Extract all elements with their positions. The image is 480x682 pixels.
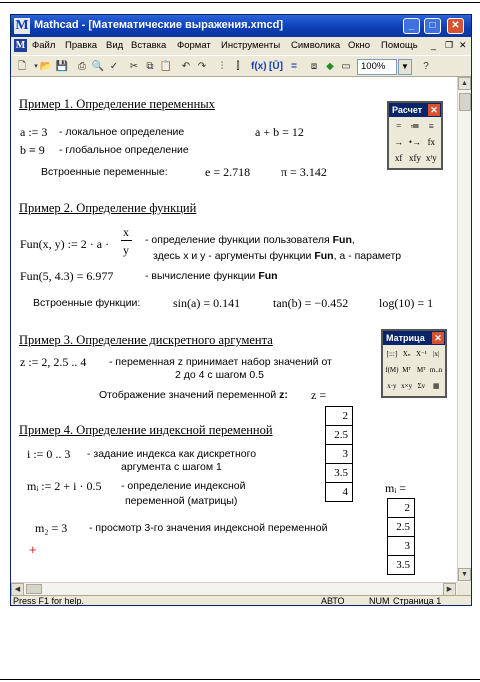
insert-function-icon[interactable]: f(x) xyxy=(251,61,267,72)
palette-button-grid xyxy=(389,117,441,168)
section-heading-3: Пример 3. Определение дискретного аргумента xyxy=(19,333,273,347)
status-page: Страница 1 xyxy=(393,596,442,606)
worksheet[interactable] xyxy=(11,77,457,582)
chevron-down-icon[interactable]: ▼ xyxy=(398,59,412,75)
math-fun-call[interactable]: Fun(5, 4.3) = 6.977 xyxy=(20,269,114,283)
palette-button[interactable]: Σv xyxy=(417,382,426,390)
fraction-denominator: y xyxy=(123,243,129,257)
math-m-equals[interactable]: mᵢ = xyxy=(385,481,407,495)
palette-button[interactable]: → xyxy=(394,137,404,147)
note-m-definition-1: - определение индексной xyxy=(121,480,246,492)
undo-icon[interactable]: ↶ xyxy=(181,61,191,72)
status-calc-mode: АВТО xyxy=(321,596,345,606)
z-display-label: Отображение значений переменной z: xyxy=(99,389,288,401)
scroll-thumb[interactable] xyxy=(26,584,42,594)
align-across-icon[interactable]: ⫶ xyxy=(220,61,224,72)
table-cell: 4 xyxy=(326,483,352,502)
menu-edit[interactable]: Правка xyxy=(65,40,98,51)
section-heading-2: Пример 2. Определение функций xyxy=(19,201,197,215)
math-z-equals[interactable]: z = xyxy=(311,388,327,402)
horizontal-scrollbar[interactable] xyxy=(11,582,457,595)
open-folder-icon[interactable]: 📂 xyxy=(39,61,53,72)
scroll-thumb[interactable] xyxy=(459,93,471,111)
palette-button[interactable]: m..n xyxy=(429,366,443,374)
z-result-table[interactable] xyxy=(325,406,353,502)
section-heading-4: Пример 4. Определение индексной переменной xyxy=(19,423,273,437)
resource-center-icon[interactable]: ◆ xyxy=(326,61,334,72)
palette-button[interactable]: xf xyxy=(394,153,403,163)
note-fun-arguments: здесь x и y - аргументы функции Fun, а - параметр xyxy=(153,250,402,262)
menu-view[interactable]: Вид xyxy=(106,40,124,51)
menu-window[interactable]: Окно xyxy=(348,40,371,51)
redo-icon[interactable]: ↷ xyxy=(197,61,207,72)
scroll-down-icon[interactable]: ▼ xyxy=(458,568,471,581)
palette-button[interactable]: ≔ xyxy=(410,121,420,131)
scroll-right-icon[interactable]: ▶ xyxy=(443,583,456,596)
palette-button[interactable]: ≡ xyxy=(428,121,434,131)
note-i-definition-2: аргумента с шагом 1 xyxy=(121,461,222,473)
zoom-select[interactable]: 100% xyxy=(357,59,397,75)
table-cell: 3 xyxy=(326,445,352,464)
help-window-icon[interactable]: ▭ xyxy=(341,61,351,72)
paste-icon[interactable]: 📋 xyxy=(159,61,173,72)
palette-button[interactable]: Mᵀ xyxy=(402,366,411,374)
vertical-scrollbar[interactable] xyxy=(457,77,471,582)
doc-restore-button[interactable]: ❐ xyxy=(445,40,454,50)
note-z-range-1: - переменная z принимает набор значений от xyxy=(109,356,332,368)
palette-title-bar[interactable] xyxy=(389,103,441,117)
spell-check-icon[interactable]: ✓ xyxy=(109,61,119,72)
palette-button[interactable]: x·y xyxy=(387,382,397,390)
table-cell: 2 xyxy=(326,407,352,426)
palette-button[interactable]: fx xyxy=(427,137,436,147)
math-a-plus-b[interactable]: a + b = 12 xyxy=(255,125,304,139)
document-icon[interactable]: M xyxy=(15,40,26,51)
note-global-definition: - глобальное определение xyxy=(59,144,189,156)
table-cell: 2.5 xyxy=(388,518,414,537)
menu-tools[interactable]: Инструменты xyxy=(221,40,281,51)
new-document-icon[interactable]: 🗋 xyxy=(17,61,27,72)
math-m2-value[interactable]: m₂ = 3 xyxy=(35,521,68,535)
mathcad-logo-icon: M xyxy=(15,18,29,33)
math-tan-value[interactable]: tan(b) = −0.452 xyxy=(273,296,349,310)
builtin-functions-label: Встроенные функции: xyxy=(33,297,141,309)
insert-unit-icon[interactable]: [Ū] xyxy=(269,61,283,72)
palette-title-bar[interactable] xyxy=(383,331,445,345)
math-b-definition[interactable]: b ≡ 9 xyxy=(20,143,45,157)
note-fun-evaluation: - вычисление функции Fun xyxy=(145,270,278,282)
palette-button[interactable]: x×y xyxy=(401,382,413,390)
menu-symbolics[interactable]: Символика xyxy=(291,40,341,51)
status-bar xyxy=(11,595,471,606)
builtin-variables-label: Встроенные переменные: xyxy=(41,166,168,178)
menu-bar xyxy=(11,37,471,55)
math-fun-definition[interactable]: Fun(x, y) := 2 · a · xyxy=(20,237,110,251)
print-preview-icon[interactable]: 🔍 xyxy=(91,61,105,72)
table-cell: 3.5 xyxy=(326,464,352,483)
fraction-numerator: x xyxy=(123,225,129,239)
status-num-lock: NUM xyxy=(369,596,390,606)
math-log-value[interactable]: log(10) = 1 xyxy=(379,296,434,310)
palette-close-icon[interactable]: ✕ xyxy=(428,104,440,116)
page-bottom-rule xyxy=(0,679,480,680)
minimize-button[interactable]: _ xyxy=(403,18,420,34)
palette-button[interactable]: xfy xyxy=(408,153,421,163)
palette-title: Расчет xyxy=(392,105,423,115)
doc-close-button[interactable]: ✕ xyxy=(459,40,467,50)
palette-button[interactable]: = xyxy=(396,121,402,131)
palette-button[interactable]: Xₙ xyxy=(402,350,411,358)
menu-file[interactable]: Файл xyxy=(32,40,56,51)
note-i-definition-1: - задание индекса как дискретного xyxy=(87,448,257,460)
close-button[interactable]: ✕ xyxy=(447,18,464,34)
section-heading-1: Пример 1. Определение переменных xyxy=(19,97,215,111)
note-local-definition: - локальное определение xyxy=(59,126,185,138)
palette-button[interactable]: Mᵀ xyxy=(416,366,426,374)
menu-help[interactable]: Помощь xyxy=(381,40,418,51)
m-result-table[interactable] xyxy=(387,498,415,575)
math-a-definition[interactable]: a := 3 xyxy=(20,125,48,139)
note-z-range-2: 2 до 4 с шагом 0.5 xyxy=(175,369,264,381)
table-cell: 3 xyxy=(388,537,414,556)
standard-toolbar xyxy=(11,55,471,77)
math-pi-value[interactable]: π = 3.142 xyxy=(281,165,327,179)
note-m-definition-2: переменной (матрицы) xyxy=(125,495,238,507)
palette-button[interactable]: xᶠy xyxy=(425,153,437,163)
maximize-button[interactable]: □ xyxy=(424,18,441,34)
dropdown-arrow-icon[interactable]: ▾ xyxy=(34,63,38,70)
calculate-icon[interactable]: = xyxy=(291,61,297,72)
math-e-value[interactable]: e = 2.718 xyxy=(205,165,251,179)
scroll-left-icon[interactable]: ◀ xyxy=(11,583,24,596)
math-i-definition[interactable]: i := 0 .. 3 xyxy=(27,447,71,461)
mathcad-window xyxy=(10,14,472,606)
palette-title: Матрица xyxy=(386,333,425,343)
scroll-up-icon[interactable]: ▲ xyxy=(458,77,471,90)
page-top-rule xyxy=(0,2,480,3)
calculator-palette[interactable] xyxy=(387,101,443,170)
palette-button[interactable]: •→ xyxy=(408,137,422,147)
print-icon[interactable]: ⎙ xyxy=(78,61,86,72)
note-fun-definition: - определение функции пользователя Fun, xyxy=(145,234,355,246)
doc-minimize-button[interactable]: _ xyxy=(431,40,437,50)
palette-button[interactable]: |x| xyxy=(432,350,440,358)
menu-insert[interactable]: Вставка xyxy=(131,40,167,51)
note-m2-view: - просмотр 3-го значения индексной переменной xyxy=(89,522,328,534)
math-sin-value[interactable]: sin(a) = 0.141 xyxy=(173,296,241,310)
table-cell: 2.5 xyxy=(326,426,352,445)
palette-button[interactable]: ▦ xyxy=(432,382,440,390)
palette-button[interactable]: [:::] xyxy=(386,350,398,358)
copy-icon[interactable]: ⧉ xyxy=(146,61,154,72)
math-m-definition[interactable]: mᵢ := 2 + i · 0.5 xyxy=(27,479,102,493)
fraction-bar xyxy=(121,240,132,241)
math-z-definition[interactable]: z := 2, 2.5 .. 4 xyxy=(20,355,87,369)
status-help-text: Press F1 for help. xyxy=(13,596,85,606)
component-icon[interactable]: ⧈ xyxy=(310,61,318,72)
menu-format[interactable]: Формат xyxy=(177,40,211,51)
palette-button[interactable]: f(M) xyxy=(385,366,399,374)
matrix-palette[interactable] xyxy=(381,329,447,398)
palette-button-grid xyxy=(383,345,445,396)
help-icon[interactable]: ? xyxy=(423,61,429,72)
table-cell: 2 xyxy=(388,499,414,518)
palette-close-icon[interactable]: ✕ xyxy=(432,332,444,344)
palette-button[interactable]: X⁻¹ xyxy=(415,350,427,358)
title-bar[interactable] xyxy=(11,15,471,37)
insertion-cursor-icon: + xyxy=(29,542,37,557)
cut-icon[interactable]: ✂ xyxy=(129,61,139,72)
align-down-icon[interactable]: ⫿ xyxy=(236,61,240,72)
save-icon[interactable]: 💾 xyxy=(55,61,69,72)
table-cell: 3.5 xyxy=(388,556,414,575)
window-title: Mathcad - [Математические выражения.xmcd] xyxy=(34,19,284,31)
